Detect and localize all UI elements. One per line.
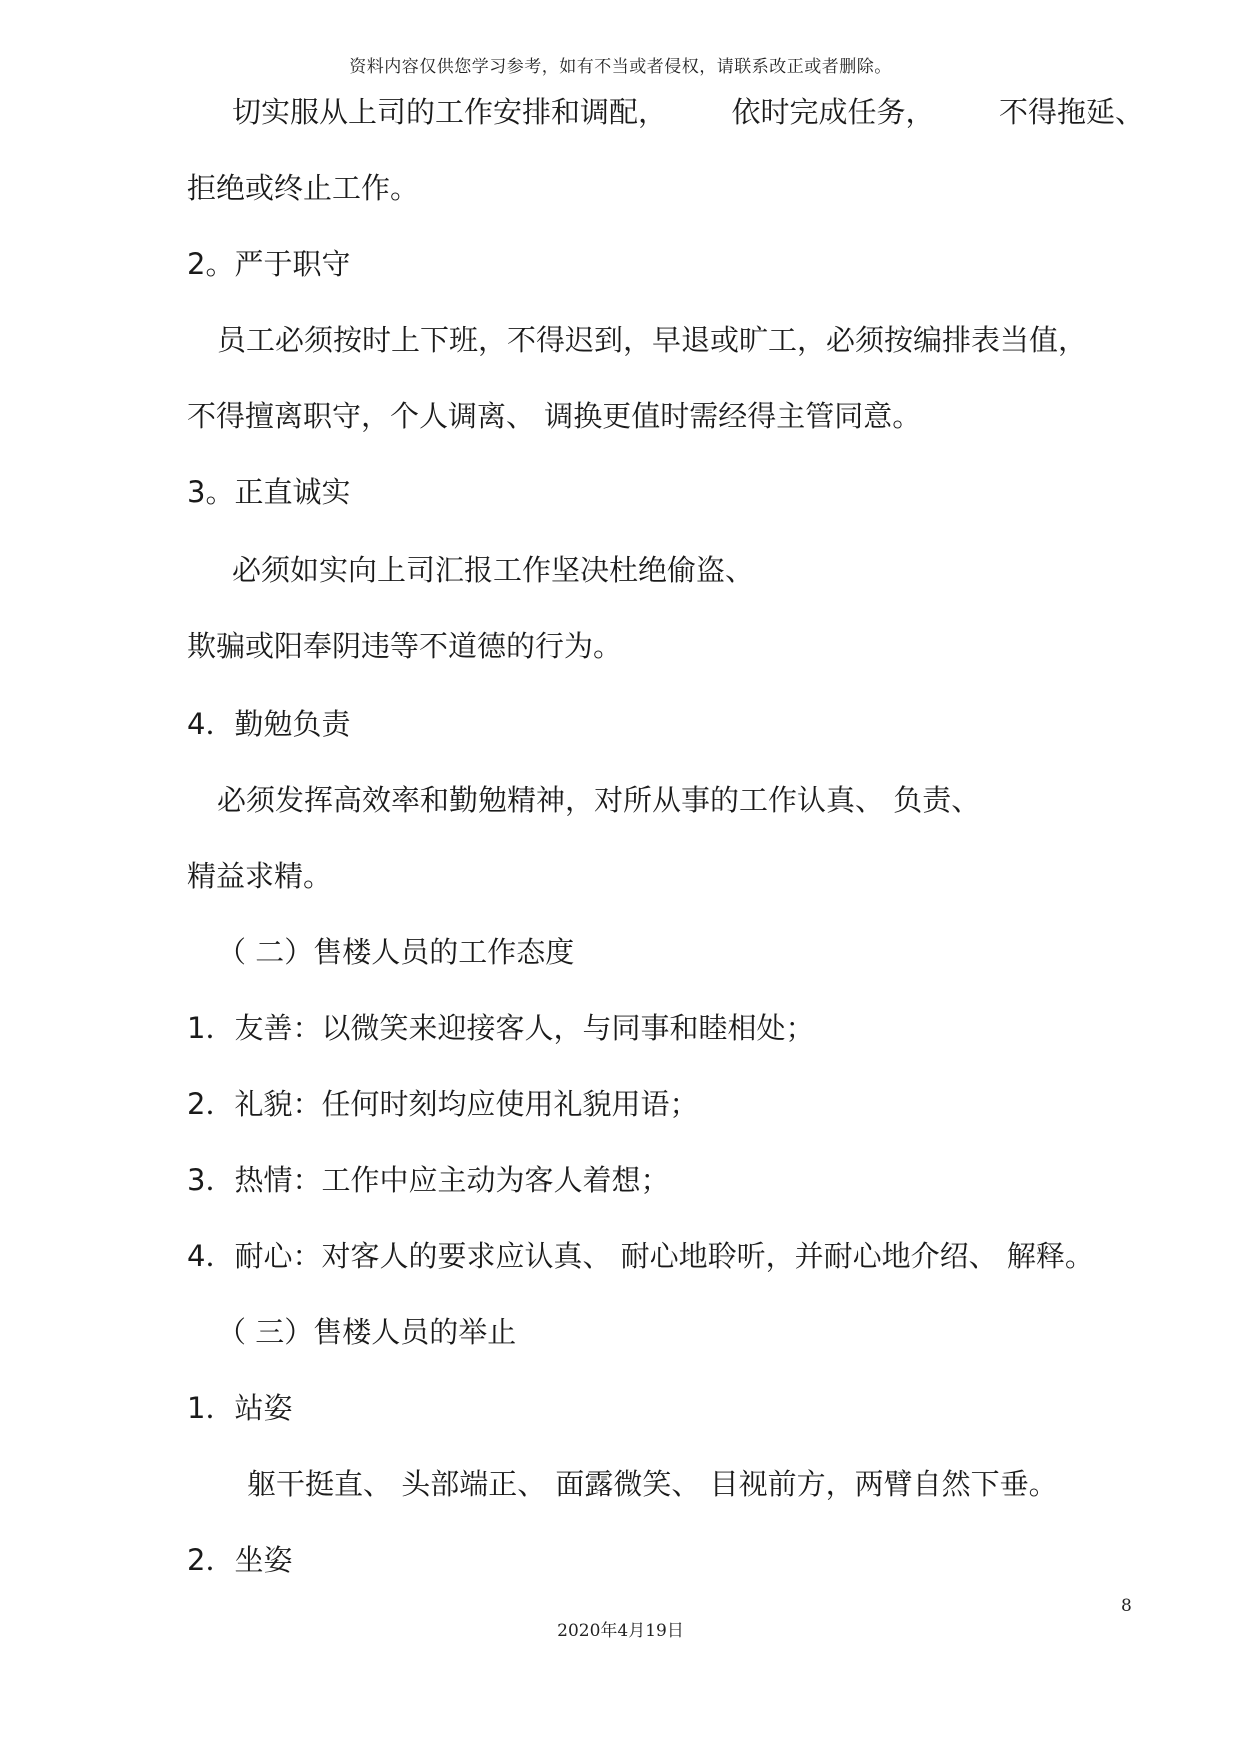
list-item: 1．友善：以微笑来迎接客人，与同事和睦相处；: [187, 1011, 815, 1045]
chapter-heading: （ 三）售楼人员的举止: [217, 1315, 517, 1349]
body-line: 拒绝或终止工作。: [187, 171, 420, 205]
section-heading: 4．勤勉负责: [187, 707, 351, 741]
header-note: 资料内容仅供您学习参考，如有不当或者侵权，请联系改正或者删除。: [349, 57, 892, 77]
section-heading: 3。正直诚实: [187, 475, 351, 509]
body-line: 必须如实向上司汇报工作坚决杜绝偷盗、: [232, 553, 755, 587]
chapter-heading: （ 二）售楼人员的工作态度: [217, 935, 575, 969]
body-line: 躯干挺直、 头部端正、 面露微笑、 目视前方，两臂自然下垂。: [247, 1467, 1058, 1501]
body-line: 精益求精。: [187, 859, 333, 893]
body-line: 员工必须按时上下班，不得迟到，早退或旷工，必须按编排表当值，: [217, 323, 1088, 357]
section-heading: 2。严于职守: [187, 247, 351, 281]
section-heading: 1．站姿: [187, 1391, 293, 1425]
footer-date: 2020年4月19日: [557, 1621, 684, 1641]
list-item: 4．耐心：对客人的要求应认真、 耐心地聆听，并耐心地介绍、 解释。: [187, 1239, 1094, 1273]
body-line: 不得擅离职守，个人调离、 调换更值时需经得主管同意。: [187, 399, 922, 433]
list-item: 2．礼貌：任何时刻均应使用礼貌用语；: [187, 1087, 699, 1121]
body-line: 必须发挥高效率和勤勉精神，对所从事的工作认真、 负责、: [217, 783, 981, 817]
body-line: 欺骗或阳奉阴违等不道德的行为。: [187, 629, 623, 663]
section-heading: 2．坐姿: [187, 1543, 293, 1577]
body-line: 切实服从上司的工作安排和调配， 依时完成任务， 不得拖延、: [232, 95, 1145, 129]
list-item: 3．热情：工作中应主动为客人着想；: [187, 1163, 670, 1197]
page-number: 8: [1121, 1596, 1132, 1616]
